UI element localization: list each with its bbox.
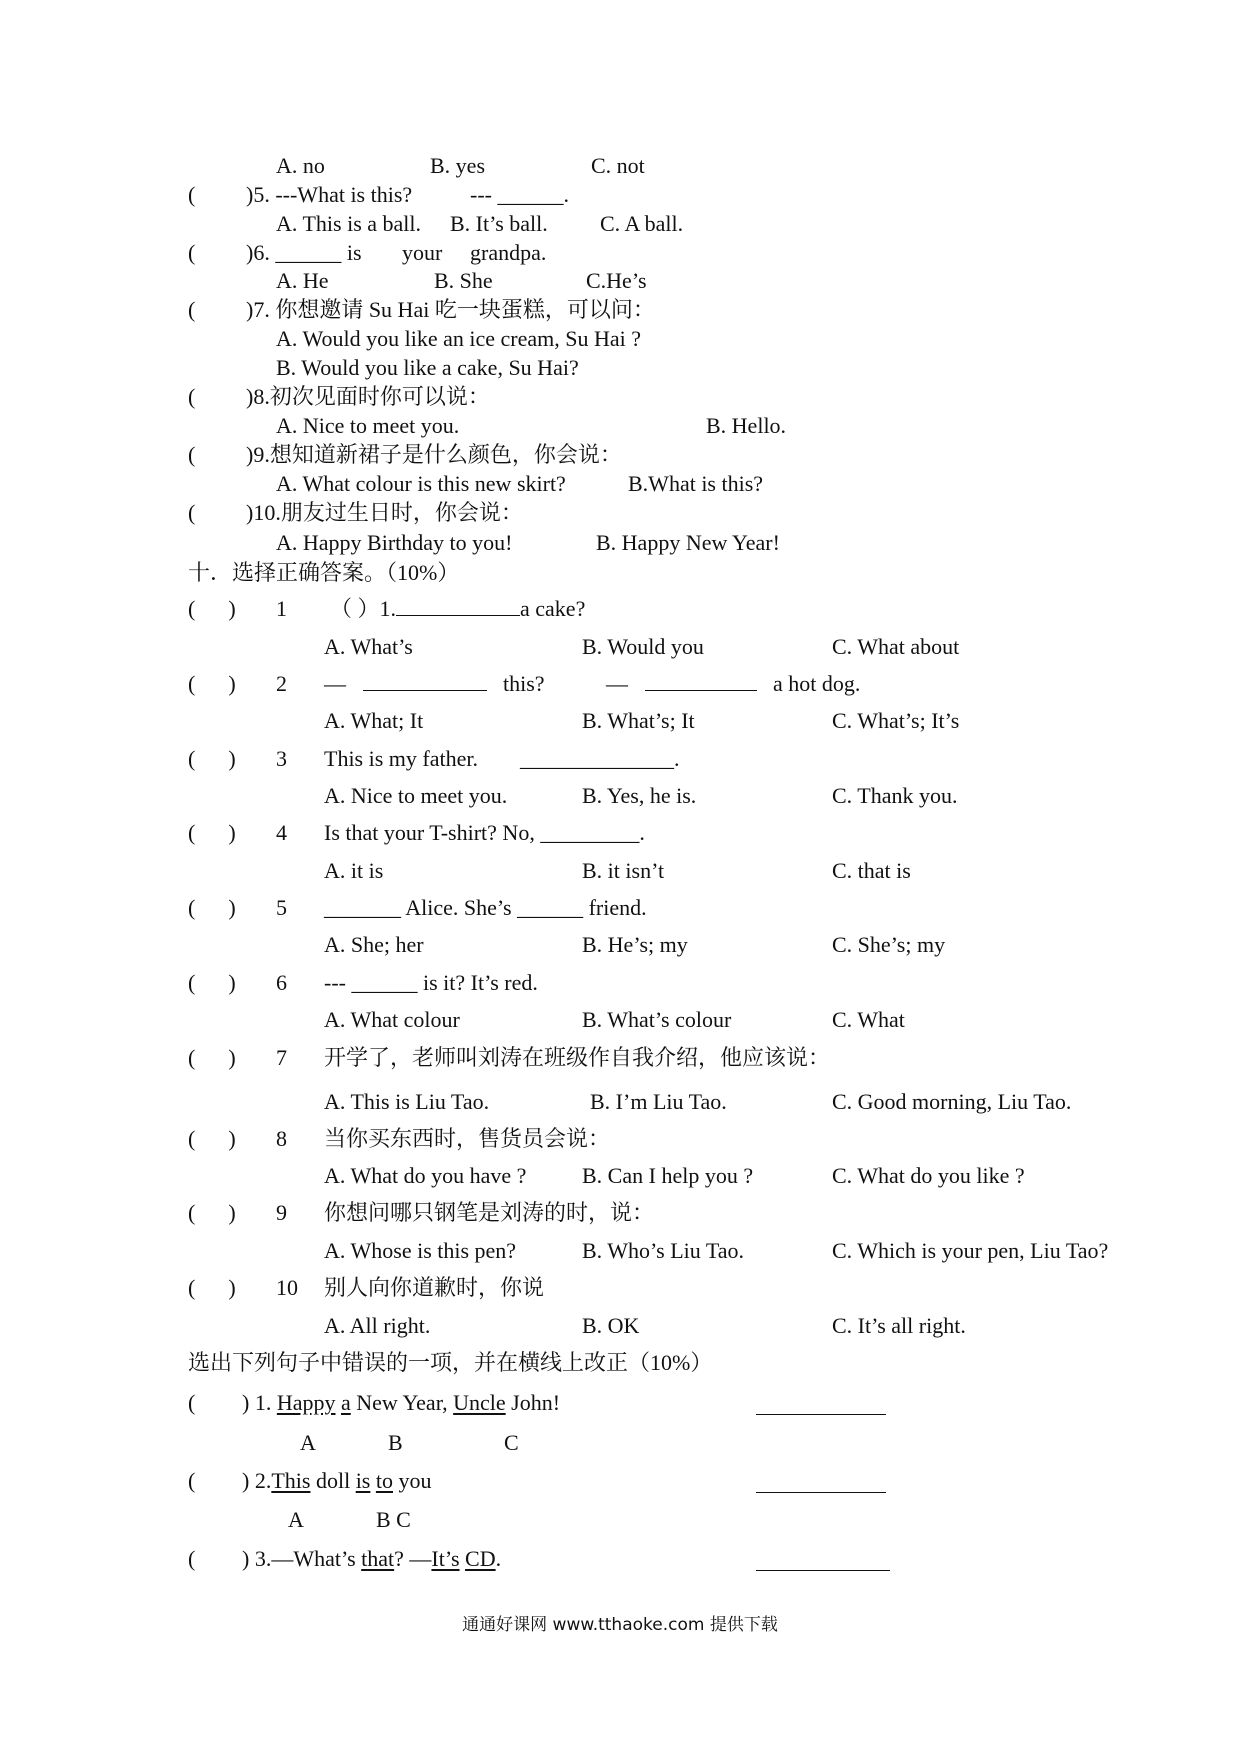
answer-paren: ( ) xyxy=(188,820,236,845)
q8-stem: )8.初次见面时你可以说： xyxy=(246,384,490,409)
q10-stem: )10.朋友过生日时，你会说： xyxy=(246,500,523,525)
q9-option-b: B.What is this? xyxy=(628,471,764,496)
question-stem: _______ Alice. She’s ______ friend. xyxy=(324,895,647,920)
option-b: B. Who’s Liu Tao. xyxy=(582,1238,745,1263)
error-sentence-3: ) 3.—What’s that? —It’s CD. xyxy=(242,1546,502,1571)
q6-stem: )6. ______ is xyxy=(246,240,362,265)
correction-blank-3[interactable] xyxy=(756,1552,890,1571)
q10-option-b: B. Happy New Year! xyxy=(596,530,780,555)
q5-stem: )5. ---What is this? xyxy=(246,182,413,207)
answer-paren: ( xyxy=(188,1468,196,1493)
answer-paren: ( xyxy=(188,297,196,322)
answer-paren: ( xyxy=(188,442,196,467)
section-heading: 十．选择正确答案。（10%） xyxy=(188,560,460,585)
option-b: B. What’s colour xyxy=(582,1007,732,1032)
question-stem: 你想问哪只钢笔是刘涛的时，说： xyxy=(324,1200,655,1225)
option-a: A. What colour xyxy=(324,1007,460,1032)
option-a: A. Whose is this pen? xyxy=(324,1238,517,1263)
q10-option-a: A. Happy Birthday to you! xyxy=(276,530,513,555)
option-a: A. What’s xyxy=(324,634,413,659)
answer-paren: ( ) xyxy=(188,1275,236,1300)
answer-paren: ( xyxy=(188,1546,196,1571)
question-number: 9 xyxy=(276,1200,287,1225)
question-number: 2 xyxy=(276,671,287,696)
q6-option-b: B. She xyxy=(434,268,493,293)
q7-stem: )7. 你想邀请 Su Hai 吃一块蛋糕，可以问： xyxy=(246,297,655,322)
label-a: A xyxy=(300,1430,316,1455)
option-a: A. What; It xyxy=(324,708,424,733)
answer-paren: ( xyxy=(188,182,196,207)
option-c: C. What’s; It’s xyxy=(832,708,960,733)
section-heading: 选出下列句子中错误的一项，并在横线上改正（10%） xyxy=(188,1350,713,1375)
q4-option-c: C. not xyxy=(591,153,645,178)
question-number: 7 xyxy=(276,1045,287,1070)
question-stem: — this? xyxy=(324,671,545,696)
question-number: 8 xyxy=(276,1126,287,1151)
label-b: B xyxy=(388,1430,403,1455)
q5-option-a: A. This is a ball. xyxy=(276,211,422,236)
label-a: A xyxy=(288,1507,304,1532)
option-a: A. it is xyxy=(324,858,384,883)
option-b: B. Yes, he is. xyxy=(582,783,697,808)
option-b: B. He’s; my xyxy=(582,932,688,957)
question-stem: （ ）1. a cake? xyxy=(330,596,586,621)
q6-option-c: C.He’s xyxy=(586,268,647,293)
label-bc: B C xyxy=(376,1507,411,1532)
q8-option-a: A. Nice to meet you. xyxy=(276,413,460,438)
option-a: A. Nice to meet you. xyxy=(324,783,508,808)
answer-paren: ( xyxy=(188,384,196,409)
correction-blank-1[interactable] xyxy=(756,1396,886,1415)
question-stem: --- ______ is it? It’s red. xyxy=(324,970,538,995)
option-c: C. What xyxy=(832,1007,905,1032)
option-b: B. it isn’t xyxy=(582,858,665,883)
option-b: B. OK xyxy=(582,1313,640,1338)
question-stem-answer: — a hot dog. xyxy=(606,671,861,696)
q4-option-b: B. yes xyxy=(430,153,485,178)
answer-paren: ( xyxy=(188,1390,196,1415)
option-c: C. She’s; my xyxy=(832,932,946,957)
q4-option-a: A. no xyxy=(276,153,325,178)
question-number: 4 xyxy=(276,820,287,845)
question-stem: 当你买东西时，售货员会说： xyxy=(324,1126,611,1151)
answer-paren: ( ) xyxy=(188,671,236,696)
question-number: 5 xyxy=(276,895,287,920)
q9-stem: )9.想知道新裙子是什么颜色，你会说： xyxy=(246,442,622,467)
q7-option-b: B. Would you like a cake, Su Hai? xyxy=(276,355,579,380)
q7-option-a: A. Would you like an ice cream, Su Hai ? xyxy=(276,326,641,351)
option-b: B. Can I help you ? xyxy=(582,1163,754,1188)
answer-paren: ( ) xyxy=(188,1126,236,1151)
option-b: B. Would you xyxy=(582,634,704,659)
q5-stem-tail: --- ______. xyxy=(470,182,569,207)
option-b: B. I’m Liu Tao. xyxy=(590,1089,727,1114)
q9-option-a: A. What colour is this new skirt? xyxy=(276,471,566,496)
option-a: A. She; her xyxy=(324,932,424,957)
question-stem-blank: ______________. xyxy=(520,746,680,771)
question-number: 1 xyxy=(276,596,287,621)
q6-option-a: A. He xyxy=(276,268,329,293)
answer-paren: ( ) xyxy=(188,1200,236,1225)
option-a: A. What do you have ? xyxy=(324,1163,527,1188)
question-stem: 别人向你道歉时，你说 xyxy=(324,1275,545,1300)
question-stem: Is that your T-shirt? No, _________. xyxy=(324,820,645,845)
question-number: 6 xyxy=(276,970,287,995)
option-c: C. Which is your pen, Liu Tao? xyxy=(832,1238,1109,1263)
answer-paren: ( ) xyxy=(188,970,236,995)
answer-paren: ( xyxy=(188,500,196,525)
option-c: C. that is xyxy=(832,858,911,883)
label-c: C xyxy=(504,1430,519,1455)
question-number: 10 xyxy=(276,1275,298,1300)
q6-stem-tail: grandpa. xyxy=(470,240,547,265)
option-c: C. It’s all right. xyxy=(832,1313,966,1338)
q6-stem-mid: your xyxy=(402,240,443,265)
q5-option-c: C. A ball. xyxy=(600,211,684,236)
correction-blank-2[interactable] xyxy=(756,1474,886,1493)
option-a: A. This is Liu Tao. xyxy=(324,1089,490,1114)
answer-paren: ( xyxy=(188,240,196,265)
q5-option-b: B. It’s ball. xyxy=(450,211,548,236)
footer-credit: 通通好课网 www.tthaoke.com 提供下载 xyxy=(462,1615,778,1635)
option-a: A. All right. xyxy=(324,1313,431,1338)
option-c: C. Good morning, Liu Tao. xyxy=(832,1089,1072,1114)
option-b: B. What’s; It xyxy=(582,708,695,733)
question-number: 3 xyxy=(276,746,287,771)
question-stem: This is my father. xyxy=(324,746,478,771)
error-sentence-2: ) 2.This doll is to you xyxy=(242,1468,432,1493)
answer-paren: ( ) xyxy=(188,596,236,621)
answer-paren: ( ) xyxy=(188,746,236,771)
option-c: C. What do you like ? xyxy=(832,1163,1025,1188)
answer-paren: ( ) xyxy=(188,895,236,920)
option-c: C. What about xyxy=(832,634,960,659)
q8-option-b: B. Hello. xyxy=(706,413,787,438)
question-stem: 开学了，老师叫刘涛在班级作自我介绍，他应该说： xyxy=(324,1045,831,1070)
error-sentence-1: ) 1. Happy a New Year, Uncle John! xyxy=(242,1390,561,1415)
option-c: C. Thank you. xyxy=(832,783,958,808)
answer-paren: ( ) xyxy=(188,1045,236,1070)
